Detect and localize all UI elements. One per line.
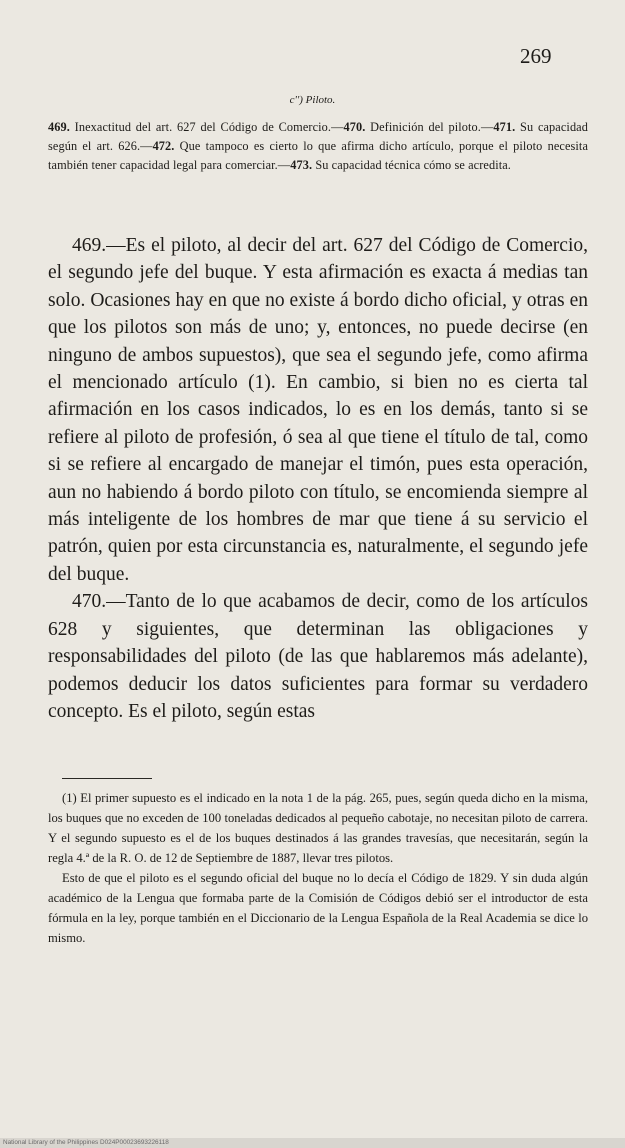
section-heading: c'') Piloto. (289, 94, 336, 106)
paragraph-470: 470.—Tanto de lo que acabamos de decir, como de los artículos 628 y siguientes, que determinan las obligaciones y responsabilidades del piloto (de las que hablaremos más adelante), podemos deducir los datos suficientes para formar su verdadero concepto. Es el piloto, según estas (48, 591, 588, 722)
footnote-1: (1) El primer supuesto es el indicado en la nota 1 de la pág. 265, pues, según queda dicho en la misma, los buques que no exceden de 100 toneladas dedicados al pequeño cabotaje, no necesitan piloto de carrera. Y el segundo supuesto es el de los buques destinados á las grandes travesías, que necesitarán, según la regla 4.ª de la R. O. de 12 de Septiembre de 1887, llevar tres pilotos. (48, 791, 588, 865)
summary-item (343, 120, 493, 134)
summary-item (48, 120, 343, 134)
summary-item-number: 470. (343, 120, 366, 134)
footnote-1-continuation: Esto de que el piloto es el segundo oficial del buque no lo decía el Código de 1829. Y sin duda algún académico de la Lengua que formaba parte de la Comisión de Códigos debió ser el introductor de esta fórmula en la ley, porque también en el Diccionario de la Lengua Española de la Real Academia se dice lo mismo. (48, 871, 588, 945)
summary (48, 118, 588, 175)
summary-item-text: Definición del piloto.— (365, 120, 494, 134)
summary-item (290, 158, 511, 172)
body-text (48, 232, 588, 725)
summary-item-text: Inexactitud del art. 627 del Código de Comercio.— (69, 120, 344, 134)
footnotes (48, 788, 588, 948)
page-number: 269 (520, 44, 552, 68)
library-watermark: National Library of the Philippines D024P00023693226118 (3, 1139, 169, 1146)
summary-item-text: Que tampoco es cierto lo que afirma dicho artículo, porque el piloto necesita también tener capacidad legal para comerciar.— (48, 139, 588, 172)
summary-item-text: Su capacidad técnica cómo se acredita. (312, 158, 511, 172)
paragraph-469: 469.—Es el piloto, al decir del art. 627 del Código de Comercio, el segundo jefe del buque. Y esta afirmación es exacta á medias tan solo. Ocasiones hay en que no existe á bordo dicho oficial, y otras en que los pilotos son más de uno; y, entonces, no puede decirse (en ninguno de ambos supuestos), que sea el segundo jefe, como afirma el mencionado artículo (1). En cambio, si bien no es cierta tal afirmación en los casos indicados, lo es en los demás, tanto si se refiere al piloto de profesión, ó sea al que tiene el título de tal, como si se refiere al encargado de manejar el timón, pues esta operación, aun no habiendo á bordo piloto con título, se encomienda siempre al más inteligente de los hombres de mar que tiene á su servicio el patrón, quien por esta circunstancia es, naturalmente, el segundo jefe del buque. (48, 235, 588, 585)
summary-item-number: 469. (48, 120, 70, 134)
footnote-divider (62, 778, 152, 779)
summary-item-number: 471. (493, 120, 516, 134)
summary-item-text: Su capacidad según el art. 626.— (48, 120, 588, 153)
summary-item-number: 472. (152, 139, 175, 153)
summary-item-number: 473. (290, 158, 313, 172)
